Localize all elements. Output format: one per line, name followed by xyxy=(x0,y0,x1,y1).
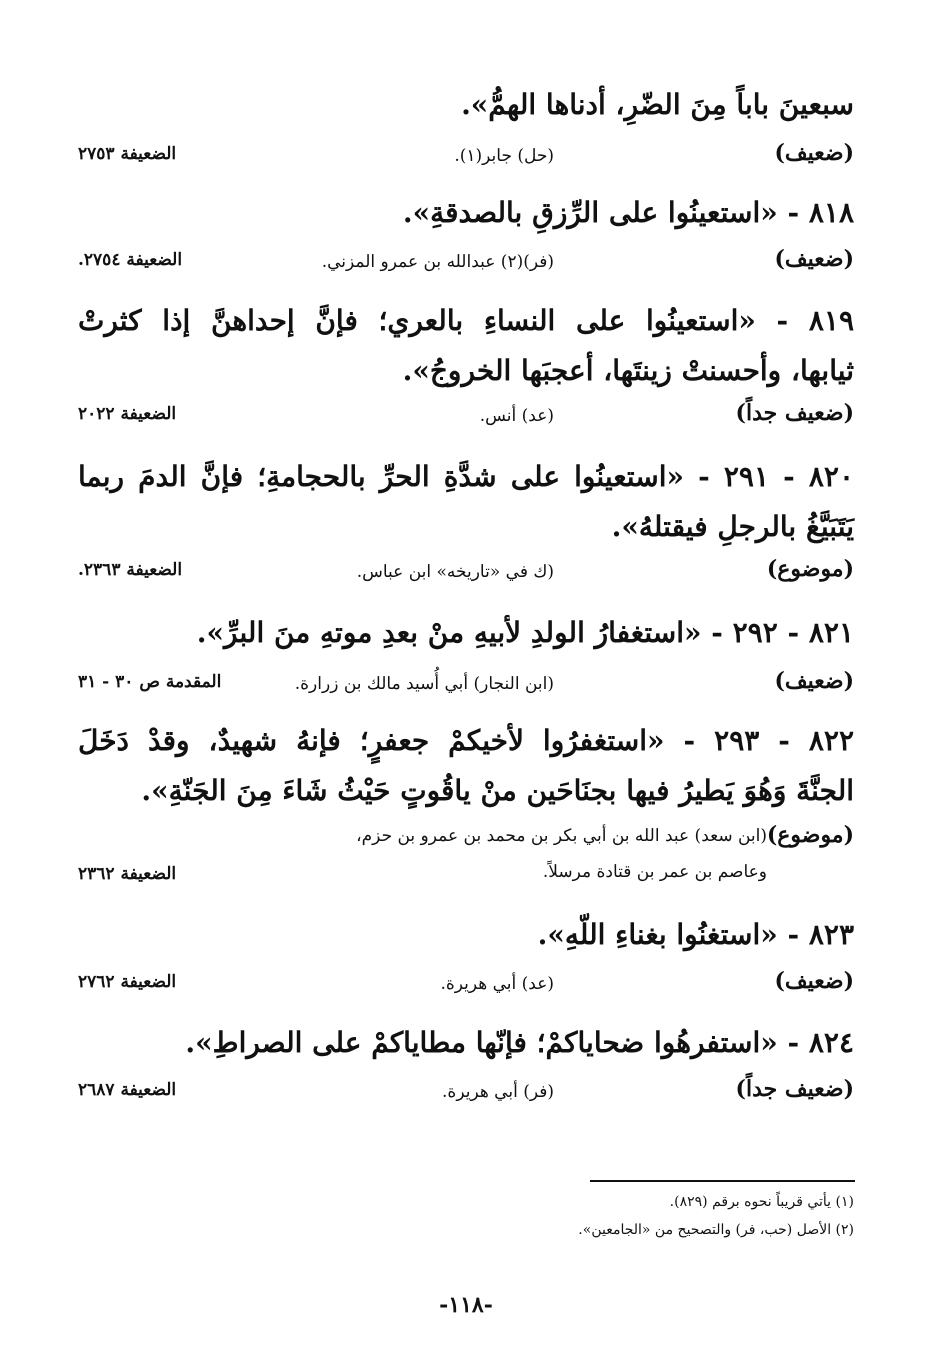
citation: (ابن النجار) أبي أُسيد مالك بن زرارة. xyxy=(294,674,554,694)
citation: (عد) أبي هريرة. xyxy=(440,974,554,994)
hadith-819-line1: ٨١٩ - «استعينُوا على النساءِ بالعري؛ فإنَّ إحداهنَّ إذا كثرتْ xyxy=(78,304,854,337)
source-line xyxy=(78,140,854,176)
citation: وعاصم بن عمر بن قتادة مرسلاً. xyxy=(542,862,767,882)
source-line xyxy=(78,968,854,1004)
source-line xyxy=(78,1076,854,1112)
reference: الضعيفة ٢٣٦٢ xyxy=(78,864,177,884)
reference: الضعيفة ٢٧٥٣ xyxy=(78,144,177,164)
source-line xyxy=(78,556,854,592)
source-line xyxy=(78,246,854,282)
footnote-separator xyxy=(590,1180,855,1182)
reference: المقدمة ص ٣٠ - ٣١ xyxy=(78,672,222,692)
footnote: (١) يأتي قريباً نحوه برقم (٨٢٩). xyxy=(669,1194,854,1210)
reference: الضعيفة ٢٧٦٢ xyxy=(78,972,177,992)
reference: الضعيفة ٢٣٦٣. xyxy=(78,560,183,580)
grade-label: (ضعيف) xyxy=(774,668,854,694)
reference: الضعيفة ٢٦٨٧ xyxy=(78,1080,177,1100)
page-number: -١١٨- xyxy=(439,1292,493,1318)
citation: (عد) أنس. xyxy=(479,406,554,426)
citation: (ابن سعد) عبد الله بن أبي بكر بن محمد بن عمرو بن حزم، xyxy=(356,826,767,846)
grade-label: (موضوع) xyxy=(766,556,854,582)
citation: (فر)(٢) عبدالله بن عمرو المزني. xyxy=(321,252,554,272)
reference: الضعيفة ٢٧٥٤. xyxy=(78,250,183,270)
source-line xyxy=(78,668,854,704)
footnote: (٢) الأصل (حب، فر) والتصحيح من «الجامعين». xyxy=(578,1222,854,1238)
grade-label: (ضعيف جداً) xyxy=(735,1076,854,1102)
hadith-822-line1: ٨٢٢ - ٢٩٣ - «استغفرُوا لأخيكمْ جعفرٍ؛ فإنهُ شهيدٌ، وقدْ دَخَلَ xyxy=(78,724,855,757)
citation: (حل) جابر(١). xyxy=(454,146,554,166)
hadith-819-line2: ثيابها، وأحسنتْ زينتَها، أعجبَها الخروجُ». xyxy=(402,354,854,387)
citation: (ك في «تاريخه» ابن عباس. xyxy=(356,562,554,582)
citation: (فر) أبي هريرة. xyxy=(442,1082,554,1102)
hadith-822-line2: الجنَّةَ وَهُوَ يَطيرُ فيها بجنَاحَين منْ ياقُوتٍ حَيْثُ شَاءَ مِنَ الجَنّةِ». xyxy=(141,774,854,807)
grade-label: (موضوع) xyxy=(766,822,854,848)
hadith-820-line2: يَتَبَيَّغُ بالرجلِ فيقتلهُ». xyxy=(611,510,854,543)
grade-label: (ضعيف) xyxy=(774,968,854,994)
hadith-821: ٨٢١ - ٢٩٢ - «استغفارُ الولدِ لأبيهِ منْ بعدِ موتهِ منَ البرِّ». xyxy=(196,616,854,649)
hadith-820-line1: ٨٢٠ - ٢٩١ - «استعينُوا على شدَّةِ الحرِّ بالحجامةِ؛ فإنَّ الدمَ ربما xyxy=(78,460,854,493)
reference: الضعيفة ٢٠٢٢ xyxy=(78,404,177,424)
hadith-text-line: سبعينَ باباً مِنَ الضّرِ، أدناها الهمُّ». xyxy=(461,88,854,121)
grade-label: (ضعيف) xyxy=(774,140,854,166)
hadith-823: ٨٢٣ - «استغنُوا بغناءِ اللّهِ». xyxy=(537,918,854,951)
hadith-818: ٨١٨ - «استعينُوا على الرِّزقِ بالصدقةِ». xyxy=(402,196,854,229)
grade-label: (ضعيف جداً) xyxy=(735,400,854,426)
hadith-824: ٨٢٤ - «استفرهُوا ضحاياكمْ؛ فإنّها مطاياكمْ على الصراطِ». xyxy=(185,1026,854,1059)
grade-label: (ضعيف) xyxy=(774,246,854,272)
source-line xyxy=(78,400,854,436)
